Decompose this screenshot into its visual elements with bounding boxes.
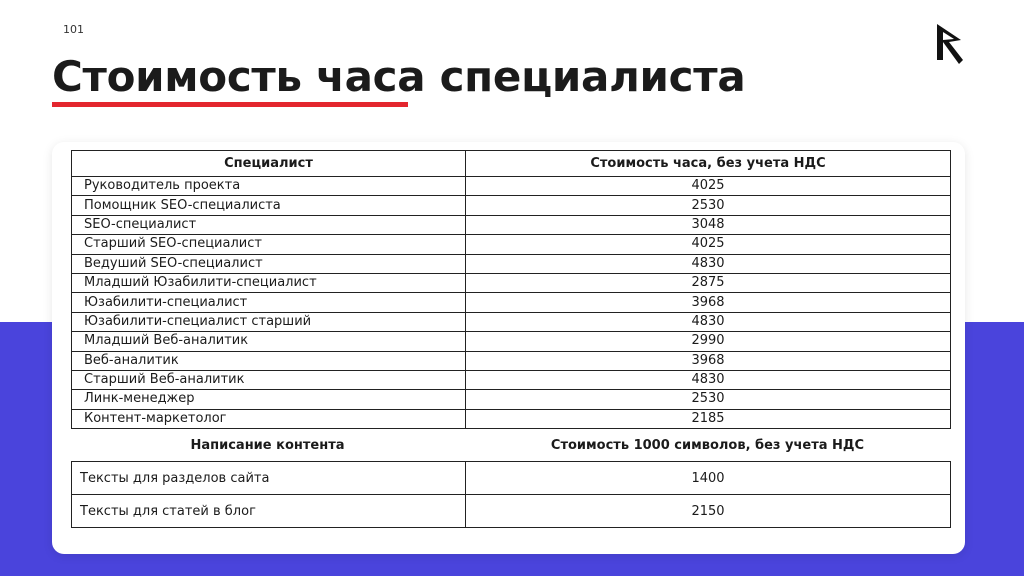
row-name: Тексты для статей в блог [72, 495, 466, 528]
table-row [72, 390, 951, 409]
row-price: 2530 [466, 390, 951, 409]
table-row [72, 312, 951, 331]
column-header-specialist: Специалист [72, 151, 466, 177]
row-name: SEO-специалист [72, 215, 466, 234]
row-price: 4830 [466, 370, 951, 389]
column-header-content: Написание контента [190, 437, 345, 453]
column-header-hourly-price: Стоимость часа, без учета НДС [466, 151, 951, 177]
table-row [72, 409, 951, 428]
hourly-price-table [71, 150, 951, 429]
row-name: Старший SEO-специалист [72, 235, 466, 254]
table-row [72, 462, 951, 495]
row-name: Линк-менеджер [72, 390, 466, 409]
table-row [72, 293, 951, 312]
row-name: Младший Веб-аналитик [72, 332, 466, 351]
row-name: Веб-аналитик [72, 351, 466, 370]
table-row [72, 215, 951, 234]
row-price: 2875 [466, 273, 951, 292]
table-row [72, 235, 951, 254]
row-price: 4025 [466, 235, 951, 254]
table-row [72, 273, 951, 292]
table-row [72, 196, 951, 215]
row-name: Тексты для разделов сайта [72, 462, 466, 495]
row-price: 3968 [466, 293, 951, 312]
table-row [72, 351, 951, 370]
table-row [72, 177, 951, 196]
row-price: 4830 [466, 254, 951, 273]
content-section-header [71, 428, 951, 462]
table-row [72, 495, 951, 528]
row-price: 4830 [466, 312, 951, 331]
price-card [52, 142, 965, 554]
column-header-price-per-1000: Стоимость 1000 символов, без учета НДС [550, 437, 865, 453]
row-price: 2150 [466, 495, 951, 528]
table-header-row [72, 151, 951, 177]
row-price: 2990 [466, 332, 951, 351]
row-name: Контент-маркетолог [72, 409, 466, 428]
row-name: Юзабилити-специалист [72, 293, 466, 312]
arrow-cursor-logo-icon [932, 20, 966, 68]
row-price: 3968 [466, 351, 951, 370]
row-name: Младший Юзабилити-специалист [72, 273, 466, 292]
row-name: Помощник SEO-специалиста [72, 196, 466, 215]
table-row [72, 254, 951, 273]
table-row [72, 370, 951, 389]
table-row [72, 332, 951, 351]
row-price: 3048 [466, 215, 951, 234]
title-underline [52, 102, 408, 107]
row-name: Старший Веб-аналитик [72, 370, 466, 389]
row-price: 2185 [466, 409, 951, 428]
row-name: Ведуший SEO-специалист [72, 254, 466, 273]
row-price: 1400 [466, 462, 951, 495]
content-price-table [71, 461, 951, 528]
row-price: 4025 [466, 177, 951, 196]
page-number: 101 [63, 23, 84, 36]
row-price: 2530 [466, 196, 951, 215]
row-name: Руководитель проекта [72, 177, 466, 196]
row-name: Юзабилити-специалист старший [72, 312, 466, 331]
page-title: Стоимость часа специалиста [52, 52, 746, 101]
